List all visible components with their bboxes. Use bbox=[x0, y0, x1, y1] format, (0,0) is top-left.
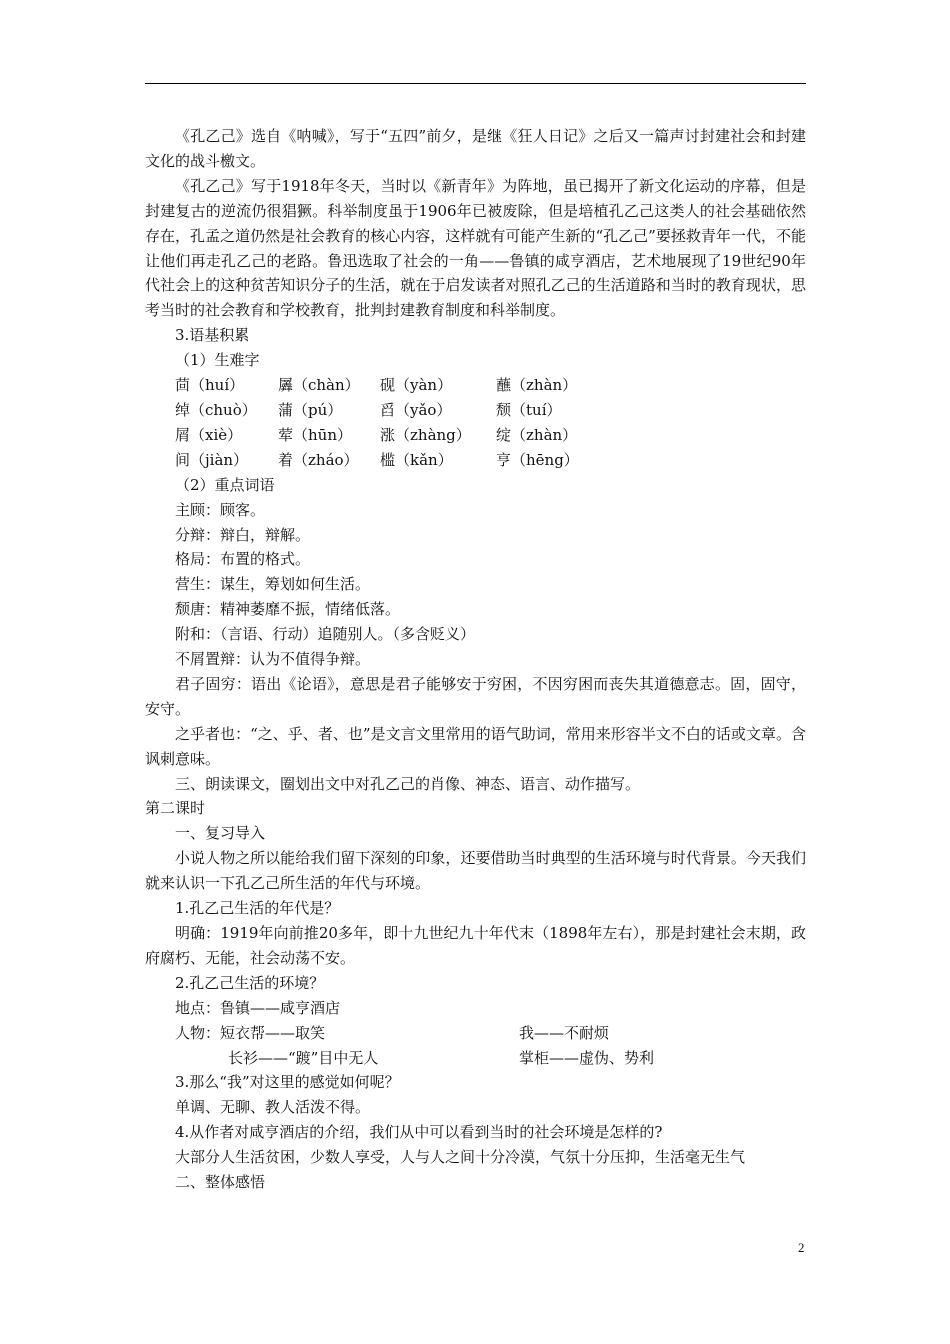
key-word-entry: 不屑置辩：认为不值得争辩。 bbox=[175, 650, 371, 669]
vocab-item: 间（jiàn） bbox=[175, 450, 249, 469]
people-right: 我——不耐烦 bbox=[519, 1023, 610, 1042]
vocab-item: 绽（zhàn） bbox=[496, 425, 578, 444]
environment-place: 地点：鲁镇——咸亨酒店 bbox=[175, 998, 341, 1017]
vocab-item: 屑（xiè） bbox=[175, 425, 243, 444]
vocab-item: 砚（yàn） bbox=[380, 376, 453, 395]
vocab-item: 涨（zhàng） bbox=[380, 425, 471, 444]
vocab-item: 茴（huí） bbox=[175, 376, 245, 395]
people-right: 掌柜——虚伪、势利 bbox=[519, 1048, 655, 1067]
section-heading-review: 一、复习导入 bbox=[175, 824, 266, 843]
key-word-entry: 君子固穷：语出《论语》，意思是君子能够安于穷困，不因穷困而丧失其道德意志。固，固守，安守。 bbox=[145, 674, 806, 718]
answer-feeling: 单调、无聊、教人活泼不得。 bbox=[175, 1098, 371, 1117]
people-row bbox=[145, 1046, 806, 1071]
people-left: 人物：短衣帮——取笑 bbox=[175, 1023, 326, 1042]
vocab-row bbox=[145, 373, 806, 398]
vocab-item: 蘸（zhàn） bbox=[496, 376, 578, 395]
vocab-item: 舀（yǎo） bbox=[380, 400, 452, 419]
vocab-row bbox=[145, 448, 806, 473]
review-paragraph: 小说人物之所以能给我们留下深刻的印象，还要借助当时典型的生活环境与时代背景。今天我们就来认识一下孔乙己所生活的年代与环境。 bbox=[145, 849, 806, 893]
people-left: 长衫——“踱”目中无人 bbox=[228, 1048, 379, 1067]
key-word-entry: 之乎者也：“之、乎、者、也”是文言文里常用的语气助词，常用来形容半文不白的话或文章。含讽刺意味。 bbox=[145, 724, 806, 768]
question-society: 4.从作者对咸亨酒店的介绍，我们从中可以看到当时的社会环境是怎样的? bbox=[175, 1123, 663, 1142]
vocab-row bbox=[145, 423, 806, 448]
key-word-entry: 营生：谋生，筹划如何生活。 bbox=[175, 575, 371, 594]
answer-society: 大部分人生活贫困，少数人享受，人与人之间十分冷漠，气氛十分压抑，生活毫无生气 bbox=[175, 1148, 746, 1167]
question-environment: 2.孔乙己生活的环境？ bbox=[175, 973, 325, 992]
key-word-entry: 颓唐：精神萎靡不振，情绪低落。 bbox=[175, 600, 401, 619]
section-heading-vocab: 3.语基积累 bbox=[175, 326, 250, 345]
lesson-heading: 第二课时 bbox=[145, 799, 206, 818]
intro-paragraph: 《孔乙己》选自《呐喊》，写于“五四”前夕，是继《狂人日记》之后又一篇声讨封建社会和封建文化的战斗檄文。 bbox=[145, 127, 806, 170]
subheading-difficult-chars: （1）生难字 bbox=[175, 351, 260, 370]
key-word-entry: 分辩：辩白，辩解。 bbox=[175, 525, 311, 544]
subheading-key-words: （2）重点词语 bbox=[175, 475, 275, 494]
vocab-row bbox=[145, 398, 806, 423]
key-word-entry: 附和：（言语、行动）追随别人。（多含贬义） bbox=[175, 625, 476, 644]
vocab-item: 羼（chàn） bbox=[278, 376, 360, 395]
document-body bbox=[145, 124, 806, 1195]
section-heading-overall: 二、整体感悟 bbox=[175, 1173, 266, 1192]
question-feeling: 3.那么“我”对这里的感觉如何呢？ bbox=[175, 1073, 400, 1092]
page-number: 2 bbox=[798, 1240, 805, 1255]
answer-era: 明确：1919年向前推20多年，即十九世纪九十年代末（1898年左右），那是封建社会末期，政府腐朽、无能，社会动荡不安。 bbox=[145, 924, 806, 967]
vocab-item: 蒲（pú） bbox=[278, 400, 343, 419]
key-word-entry: 主顾：顾客。 bbox=[175, 500, 266, 519]
key-word-entry: 格局：布置的格式。 bbox=[175, 550, 311, 569]
vocab-item: 颓（tuí） bbox=[496, 400, 562, 419]
vocab-item: 绰（chuò） bbox=[175, 400, 257, 419]
question-era: 1.孔乙己生活的年代是？ bbox=[175, 899, 340, 918]
vocab-item: 荤（hūn） bbox=[278, 425, 352, 444]
vocab-item: 槛（kǎn） bbox=[380, 450, 453, 469]
vocab-item: 着（zháo） bbox=[278, 450, 359, 469]
background-paragraph: 《孔乙己》写于1918年冬天，当时以《新青年》为阵地，虽已揭开了新文化运动的序幕，但是封建复古的逆流仍很猖獗。科举制度虽于1906年已被废除，但是培植孔乙己这类人的社会基础依然存在，孔孟之道仍然是社会教育的核心内容，这样就有可能产生新的“孔乙己”要拯救青年一代，不能让他们再走孔乙己的老路。鲁迅选取了社会的一角——鲁镇的咸亨酒店，艺术地展现了19世纪90年代社会上的这种贫苦知识分子的生活，就在于启发读者对照孔乙己的生活道路和当时的教育现状，思考当时的社会教育和学校教育，批判封建教育制度和科举制度。 bbox=[145, 176, 806, 320]
people-row bbox=[145, 1021, 806, 1046]
vocab-item: 亨（hēng） bbox=[496, 450, 579, 469]
header-rule bbox=[145, 83, 806, 84]
section-heading-reading: 三、朗读课文，圈划出文中对孔乙己的肖像、神态、语言、动作描写。 bbox=[175, 774, 641, 793]
